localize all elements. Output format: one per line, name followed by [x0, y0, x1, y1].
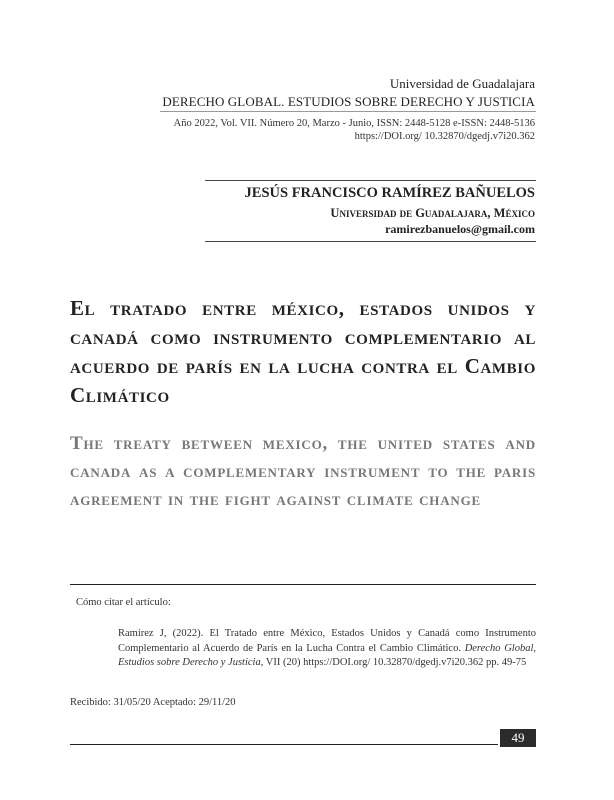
article-title-english: The treaty between mexico, the united states and canada as a complementary instrument to the paris agreement in the fight against climate change: [70, 433, 536, 510]
citation-divider: [70, 584, 536, 585]
citation-part2: , VII (20) https://DOI.org/ 10.32870/dgedj.v7i20.362 pp. 49-75: [260, 657, 527, 668]
doi-link[interactable]: https://DOI.org/ 10.32870/dgedj.v7i20.362: [354, 131, 535, 142]
citation-text: [118, 627, 536, 671]
journal-name: DERECHO GLOBAL. ESTUDIOS SOBRE DERECHO Y JUSTICIA: [162, 94, 535, 109]
page-number: 49: [500, 729, 536, 747]
header-divider: [160, 111, 536, 112]
university-name: Universidad de Guadalajara: [389, 76, 535, 91]
author-bottom-divider: [205, 241, 536, 242]
author-email[interactable]: ramirezbanuelos@gmail.com: [385, 222, 535, 236]
citation-label: Cómo citar el artículo:: [76, 597, 171, 608]
article-title-spanish: El tratado entre méxico, estados unidos y canadá como instrumento complementario al acuerdo de parís en la lucha contra el Cambio Climático: [70, 296, 536, 407]
citation-part1: Ramírez J, (2022). El Tratado entre México, Estados Unidos y Canadá como Instrumento Complementario al Acuerdo de París en la Lucha Contra el Cambio Climático.: [118, 628, 536, 654]
footer-divider: [70, 744, 498, 745]
author-name: JESÚS FRANCISCO RAMÍREZ BAÑUELOS: [244, 185, 535, 201]
author-top-divider: [205, 180, 536, 181]
author-affiliation: Universidad de Guadalajara, México: [330, 206, 535, 220]
received-accepted-dates: Recibido: 31/05/20 Aceptado: 29/11/20: [70, 697, 236, 708]
issue-info: Año 2022, Vol. VII. Número 20, Marzo - Junio, ISSN: 2448-5128 e-ISSN: 2448-5136: [173, 118, 535, 129]
citation-journal: Derecho Global, Estudios sobre Derecho y Justicia: [118, 642, 536, 668]
